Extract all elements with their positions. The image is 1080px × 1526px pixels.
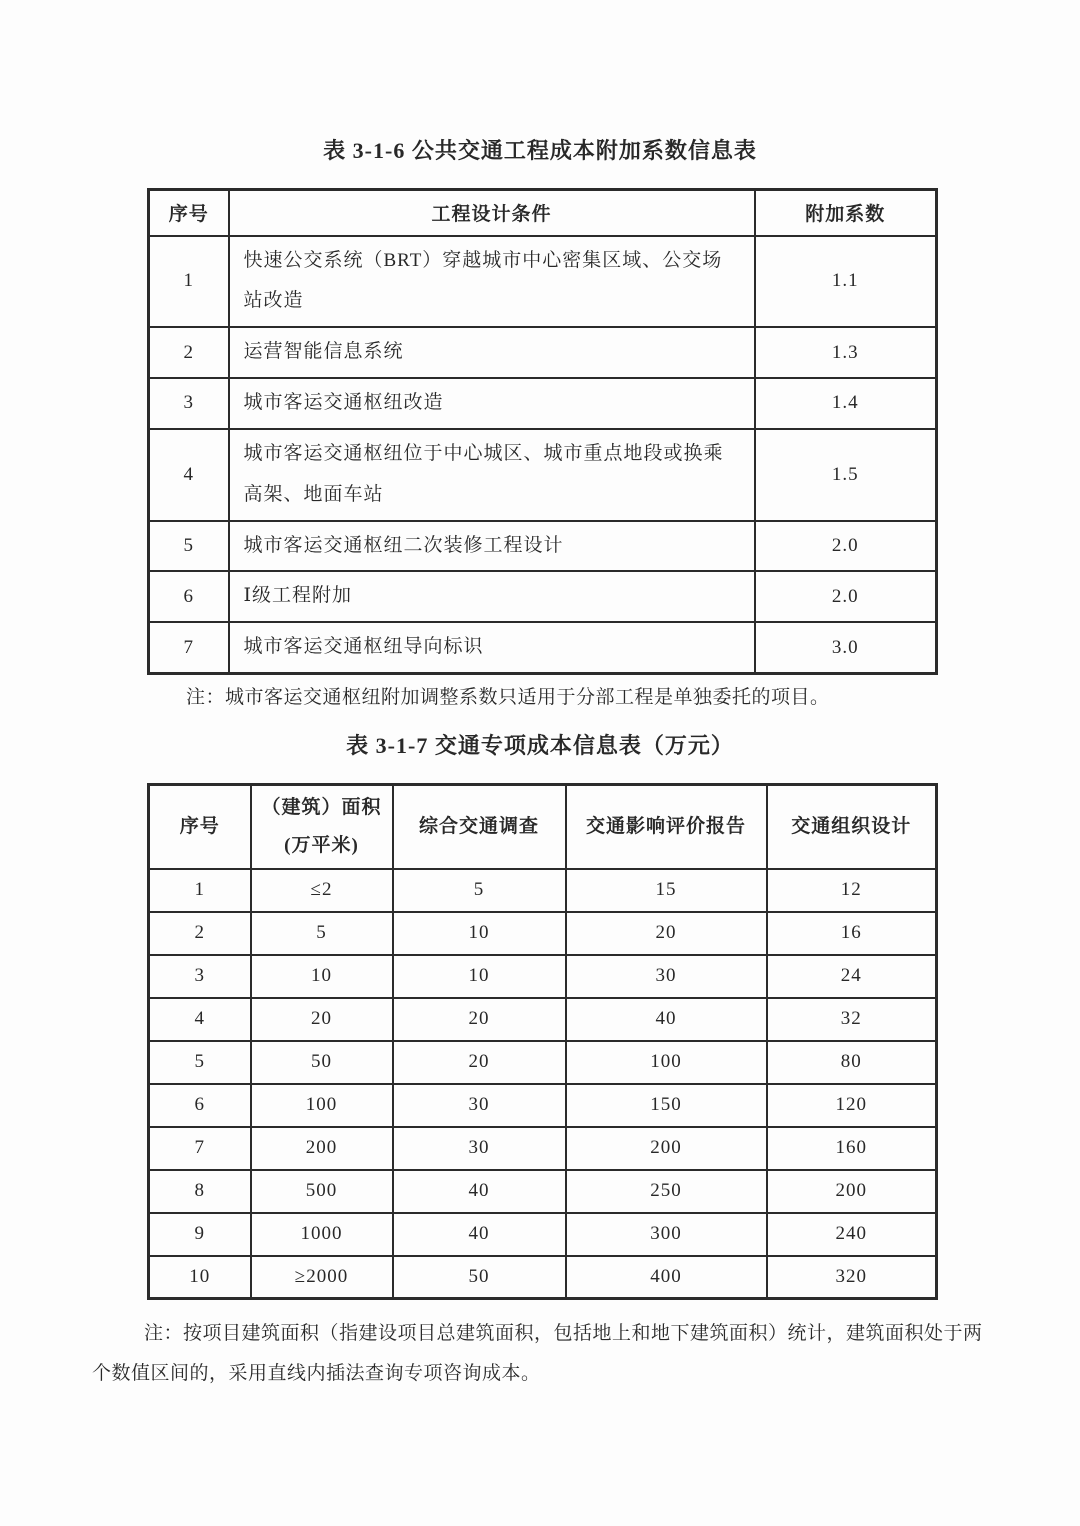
table-row: [149, 429, 937, 521]
row-number-cell: 9: [149, 1213, 251, 1256]
condition-cell: Ⅰ级工程附加: [229, 571, 755, 622]
table-row: [149, 236, 937, 328]
org-design-cell: 24: [767, 955, 937, 998]
coefficient-cell: 2.0: [755, 521, 937, 572]
table-row: [149, 1170, 937, 1213]
survey-cell: 50: [393, 1256, 566, 1299]
survey-cell: 5: [393, 869, 566, 912]
col-header-survey: 综合交通调查: [393, 785, 566, 869]
table1-header-row: [149, 190, 937, 236]
org-design-cell: 32: [767, 998, 937, 1041]
impact-report-cell: 100: [566, 1041, 767, 1084]
survey-cell: 20: [393, 998, 566, 1041]
condition-cell: 城市客运交通枢纽位于中心城区、城市重点地段或换乘高架、地面车站: [229, 429, 755, 521]
org-design-cell: 120: [767, 1084, 937, 1127]
table-row: [149, 912, 937, 955]
col-header-serial: 序号: [149, 785, 251, 869]
survey-cell: 20: [393, 1041, 566, 1084]
table-row: [149, 1084, 937, 1127]
impact-report-cell: 250: [566, 1170, 767, 1213]
table2-body: [149, 869, 937, 1299]
row-number-cell: 2: [149, 912, 251, 955]
special-cost-table: [147, 783, 938, 1300]
table2-header: [149, 785, 937, 869]
org-design-cell: 240: [767, 1213, 937, 1256]
org-design-cell: 80: [767, 1041, 937, 1084]
cost-coefficient-table: [147, 188, 938, 675]
table1-title: 表 3-1-6 公共交通工程成本附加系数信息表: [323, 138, 757, 163]
table-row: [149, 571, 937, 622]
row-number-cell: 1: [149, 236, 229, 328]
survey-cell: 10: [393, 955, 566, 998]
row-number-cell: 4: [149, 429, 229, 521]
area-cell: 5: [251, 912, 393, 955]
table1-header: [149, 190, 937, 236]
table1-note: 注：城市客运交通枢纽附加调整系数只适用于分部工程是单独委托的项目。: [186, 687, 830, 709]
coefficient-cell: 1.3: [755, 327, 937, 378]
table2-note: 注：按项目建筑面积（指建设项目总建筑面积，包括地上和地下建筑面积）统计，建筑面积处于两个数值区间的，采用直线内插法查询专项咨询成本。: [92, 1323, 983, 1385]
org-design-cell: 200: [767, 1170, 937, 1213]
col-header-impact-report: 交通影响评价报告: [566, 785, 767, 869]
survey-cell: 40: [393, 1213, 566, 1256]
row-number-cell: 3: [149, 955, 251, 998]
survey-cell: 40: [393, 1170, 566, 1213]
org-design-cell: 320: [767, 1256, 937, 1299]
col-header-serial: 序号: [149, 190, 229, 236]
impact-report-cell: 20: [566, 912, 767, 955]
org-design-cell: 160: [767, 1127, 937, 1170]
table-row: [149, 955, 937, 998]
area-cell: 500: [251, 1170, 393, 1213]
survey-cell: 30: [393, 1084, 566, 1127]
table-row: [149, 869, 937, 912]
col-header-area: （建筑）面积(万平米): [251, 785, 393, 869]
row-number-cell: 5: [149, 521, 229, 572]
impact-report-cell: 300: [566, 1213, 767, 1256]
area-cell: 1000: [251, 1213, 393, 1256]
survey-cell: 10: [393, 912, 566, 955]
table-row: [149, 1213, 937, 1256]
condition-cell: 城市客运交通枢纽改造: [229, 378, 755, 429]
table2-header-row: [149, 785, 937, 869]
area-cell: ≥2000: [251, 1256, 393, 1299]
area-cell: 20: [251, 998, 393, 1041]
row-number-cell: 10: [149, 1256, 251, 1299]
table-row: [149, 521, 937, 572]
table-row: [149, 622, 937, 673]
area-cell: ≤2: [251, 869, 393, 912]
coefficient-cell: 1.5: [755, 429, 937, 521]
row-number-cell: 8: [149, 1170, 251, 1213]
area-cell: 50: [251, 1041, 393, 1084]
area-cell: 10: [251, 955, 393, 998]
coefficient-cell: 1.4: [755, 378, 937, 429]
area-cell: 100: [251, 1084, 393, 1127]
coefficient-cell: 2.0: [755, 571, 937, 622]
row-number-cell: 7: [149, 622, 229, 673]
row-number-cell: 6: [149, 1084, 251, 1127]
col-header-org-design: 交通组织设计: [767, 785, 937, 869]
row-number-cell: 2: [149, 327, 229, 378]
coefficient-cell: 3.0: [755, 622, 937, 673]
table2-title: 表 3-1-7 交通专项成本信息表（万元）: [346, 733, 734, 759]
condition-cell: 快速公交系统（BRT）穿越城市中心密集区域、公交场站改造: [229, 236, 755, 328]
condition-cell: 城市客运交通枢纽二次装修工程设计: [229, 521, 755, 572]
row-number-cell: 6: [149, 571, 229, 622]
coefficient-cell: 1.1: [755, 236, 937, 328]
col-header-condition: 工程设计条件: [229, 190, 755, 236]
condition-cell: 城市客运交通枢纽导向标识: [229, 622, 755, 673]
row-number-cell: 1: [149, 869, 251, 912]
table1-body: [149, 236, 937, 674]
table-row: [149, 378, 937, 429]
impact-report-cell: 30: [566, 955, 767, 998]
org-design-cell: 12: [767, 869, 937, 912]
row-number-cell: 3: [149, 378, 229, 429]
impact-report-cell: 200: [566, 1127, 767, 1170]
table-row: [149, 1256, 937, 1299]
col-header-coefficient: 附加系数: [755, 190, 937, 236]
table-row: [149, 998, 937, 1041]
area-cell: 200: [251, 1127, 393, 1170]
impact-report-cell: 40: [566, 998, 767, 1041]
impact-report-cell: 15: [566, 869, 767, 912]
row-number-cell: 7: [149, 1127, 251, 1170]
survey-cell: 30: [393, 1127, 566, 1170]
impact-report-cell: 150: [566, 1084, 767, 1127]
table-row: [149, 1127, 937, 1170]
org-design-cell: 16: [767, 912, 937, 955]
row-number-cell: 4: [149, 998, 251, 1041]
table-row: [149, 327, 937, 378]
condition-cell: 运营智能信息系统: [229, 327, 755, 378]
impact-report-cell: 400: [566, 1256, 767, 1299]
table-row: [149, 1041, 937, 1084]
row-number-cell: 5: [149, 1041, 251, 1084]
